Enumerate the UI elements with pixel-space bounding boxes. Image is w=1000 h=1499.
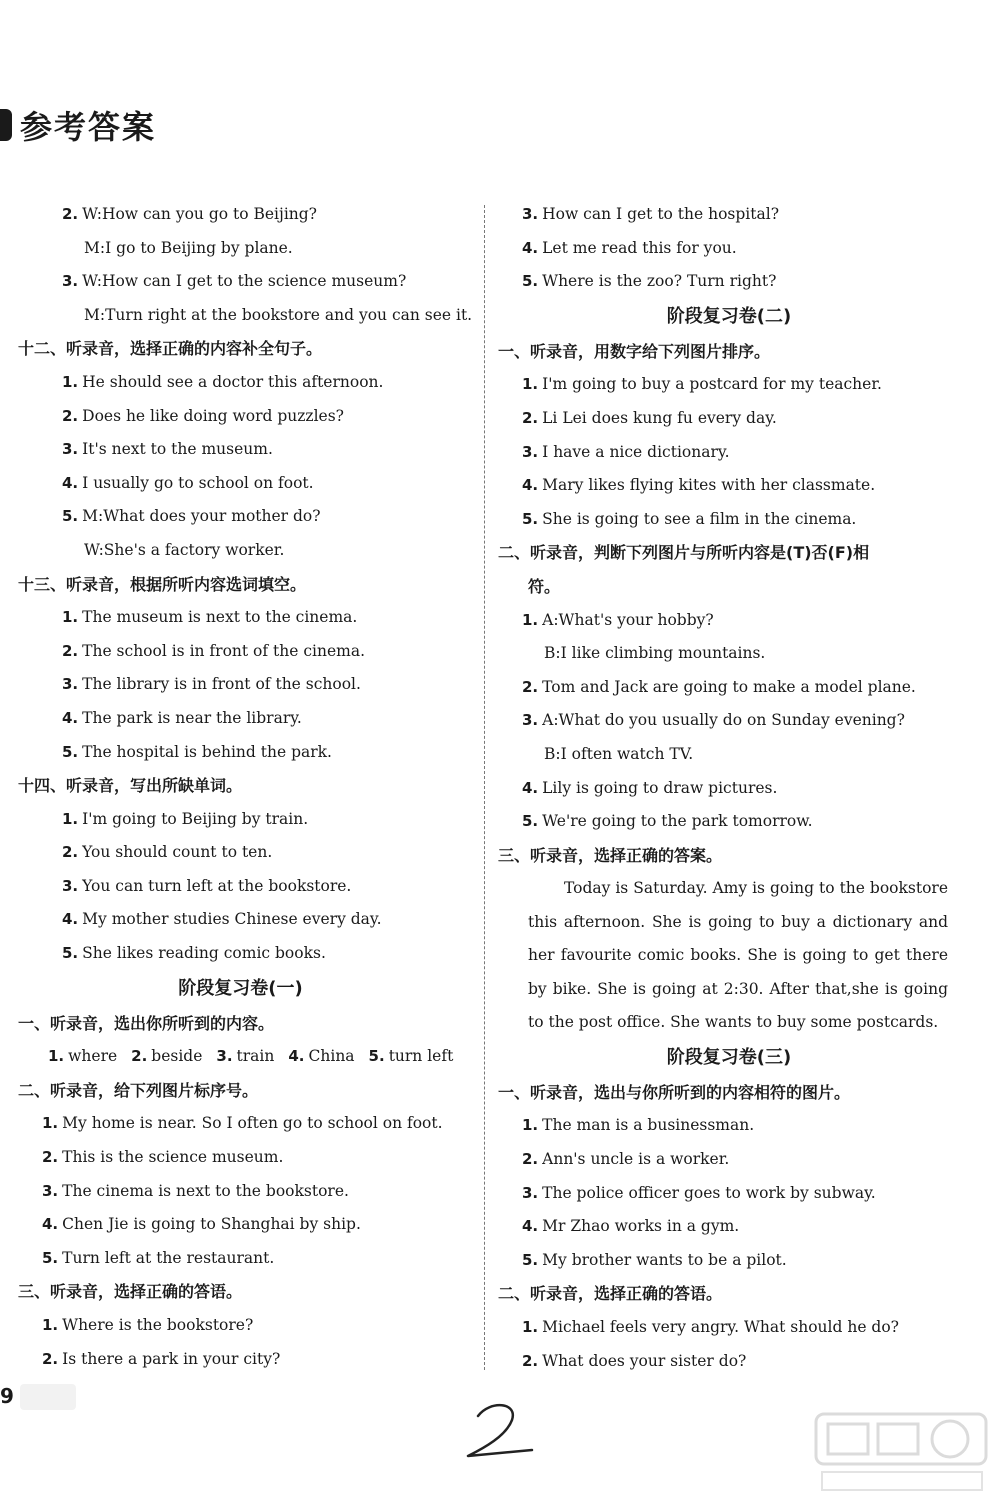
handwritten-mark [460, 1398, 536, 1462]
review-3-s1-items [498, 1109, 960, 1277]
choice-number: 1. [48, 1047, 65, 1066]
choice-text: where [68, 1047, 118, 1066]
answer-item [498, 1177, 960, 1211]
choice-item [48, 1047, 117, 1065]
choice-text: China [308, 1047, 355, 1066]
review-2-s3-title: 三、听录音，选择正确的答案。 [498, 845, 723, 865]
column-divider [484, 205, 485, 1370]
answer-item [498, 402, 960, 436]
item-text: M:What does your mother do? [82, 507, 321, 526]
item-number: 2. [42, 1148, 59, 1167]
choice-text: train [236, 1047, 275, 1066]
item-text: I usually go to school on foot. [82, 473, 314, 492]
answer-item [498, 503, 960, 537]
answer-item [18, 400, 463, 434]
item-text: Where is the zoo? Turn right? [542, 272, 777, 291]
answer-continuation: W:She's a factory worker. [84, 540, 285, 559]
item-number: 3. [522, 442, 539, 461]
item-text: A:What do you usually do on Sunday evening? [542, 711, 905, 730]
item-number: 2. [62, 406, 79, 425]
section-14-title: 十四、听录音，写出所缺单词。 [18, 776, 243, 796]
item-text: We're going to the park tomorrow. [542, 812, 813, 831]
item-text: Is there a park in your city? [62, 1349, 281, 1368]
item-number: 4. [42, 1215, 59, 1234]
review-3-s2-items [498, 1311, 960, 1378]
item-text: My home is near. So I often go to school on foot. [62, 1114, 443, 1133]
choice-text: turn left [388, 1047, 454, 1066]
item-text: He should see a doctor this afternoon. [82, 372, 384, 391]
answer-item [498, 772, 960, 806]
answer-item [18, 433, 463, 467]
item-number: 3. [62, 675, 79, 694]
item-text: My brother wants to be a pilot. [542, 1250, 787, 1269]
answer-item [498, 436, 960, 470]
item-text: I have a nice dictionary. [542, 442, 730, 461]
item-text: The cinema is next to the bookstore. [62, 1181, 349, 1200]
left-top-items [18, 198, 473, 332]
answer-item [18, 601, 463, 635]
choice-text: beside [151, 1047, 203, 1066]
answer-item [18, 1208, 463, 1242]
item-number: 4. [522, 476, 539, 495]
answer-item [498, 1311, 960, 1345]
item-text: You should count to ten. [82, 843, 273, 862]
item-number: 3. [62, 272, 79, 291]
item-number: 4. [522, 1217, 539, 1236]
item-number: 5. [42, 1248, 59, 1267]
item-number: 2. [62, 843, 79, 862]
choice-item [131, 1047, 202, 1065]
answer-item [498, 368, 960, 402]
item-text: Chen Jie is going to Shanghai by ship. [62, 1215, 361, 1234]
page-title: 参考答案 [20, 108, 157, 146]
item-text: She likes reading comic books. [82, 944, 326, 963]
item-number: 1. [522, 1116, 539, 1135]
answer-item [18, 668, 463, 702]
review-3-s2-title: 二、听录音，选择正确的答语。 [498, 1284, 723, 1304]
answer-item [498, 469, 960, 503]
choice-number: 2. [131, 1047, 148, 1066]
item-number: 2. [522, 1149, 539, 1168]
item-text: Li Lei does kung fu every day. [542, 408, 777, 427]
review-1-s2-title: 二、听录音，给下列图片标序号。 [18, 1080, 259, 1100]
item-text: I'm going to Beijing by train. [82, 809, 309, 828]
item-text: Mr Zhao works in a gym. [542, 1217, 740, 1236]
right-column [498, 198, 960, 1378]
section-12-title: 十二、听录音，选择正确的内容补全句子。 [18, 339, 323, 359]
section-13-items [18, 601, 463, 769]
choice-item [369, 1047, 454, 1065]
item-text: It's next to the museum. [82, 440, 273, 459]
review-2-s3-paragraph: Today is Saturday. Amy is going to the bookstore this afternoon. She is going to buy a dictionary and her favourite comic books. She is going to get there by bike. She is going at 2:30. After that,she is going to the post office. She wants to buy some postcards. [528, 879, 948, 1032]
section-12-items [18, 366, 463, 568]
item-number: 5. [522, 812, 539, 831]
item-number: 3. [62, 876, 79, 895]
item-number: 2. [522, 408, 539, 427]
review-1-s2-items [18, 1107, 463, 1275]
review-1-title: 阶段复习卷(一) [178, 977, 303, 999]
item-number: 3. [522, 205, 539, 223]
item-text: My mother studies Chinese every day. [82, 910, 382, 929]
item-text: Tom and Jack are going to make a model plane. [542, 677, 916, 696]
item-number: 4. [522, 778, 539, 797]
review-1-s3-items [18, 1309, 463, 1376]
choice-item [216, 1047, 274, 1065]
right-top-items [498, 198, 960, 299]
item-text: Michael feels very angry. What should he do? [542, 1317, 899, 1336]
page-number-decoration [20, 1384, 76, 1410]
answer-item [18, 500, 463, 534]
answer-item [18, 198, 463, 232]
item-number: 5. [62, 944, 79, 963]
item-number: 1. [62, 608, 79, 627]
item-text: The park is near the library. [82, 708, 302, 727]
item-text: Turn left at the restaurant. [62, 1248, 275, 1267]
answer-continuation: B:I like climbing mountains. [544, 644, 766, 663]
item-number: 2. [42, 1349, 59, 1368]
item-text: The museum is next to the cinema. [82, 608, 358, 627]
item-text: W:How can I get to the science museum? [82, 272, 407, 291]
review-2-title: 阶段复习卷(二) [666, 305, 792, 327]
answer-item [18, 1141, 463, 1175]
item-text: Ann's uncle is a worker. [542, 1149, 730, 1168]
item-text: She is going to see a film in the cinema. [542, 509, 857, 528]
answer-item [18, 736, 463, 770]
item-text: The school is in front of the cinema. [82, 641, 366, 660]
item-text: A:What's your hobby? [542, 610, 714, 629]
item-text: You can turn left at the bookstore. [82, 876, 352, 895]
answer-item [18, 1242, 463, 1276]
item-text: This is the science museum. [62, 1148, 284, 1167]
item-text: The hospital is behind the park. [82, 742, 332, 761]
item-number: 3. [62, 440, 79, 459]
item-number: 2. [62, 641, 79, 660]
item-number: 5. [522, 272, 539, 291]
item-number: 1. [522, 375, 539, 394]
choice-number: 5. [368, 1047, 385, 1066]
answer-item [18, 1343, 463, 1377]
answer-item [18, 836, 463, 870]
answer-continuation: B:I often watch TV. [544, 744, 694, 763]
answer-item [18, 1309, 463, 1343]
answer-item [18, 937, 463, 971]
review-1-s1-title: 一、听录音，选出你所听到的内容。 [18, 1013, 275, 1033]
item-number: 4. [62, 910, 79, 929]
item-number: 5. [522, 509, 539, 528]
item-text: Where is the bookstore? [62, 1316, 254, 1334]
item-text: The library is in front of the school. [82, 675, 361, 694]
choice-item [288, 1047, 354, 1065]
page-number: 9 [0, 1384, 14, 1408]
item-number: 3. [522, 711, 539, 730]
item-text: Does he like doing word puzzles? [82, 406, 344, 425]
item-text: How can I get to the hospital? [542, 205, 779, 223]
item-number: 1. [62, 809, 79, 828]
review-2-s2-items [498, 604, 960, 839]
review-2-s1-items [498, 368, 960, 536]
item-text: The man is a businessman. [542, 1116, 755, 1135]
answer-item [498, 704, 960, 738]
left-column [18, 198, 473, 1376]
review-1-s1-choices [18, 1040, 463, 1074]
answer-item [498, 805, 960, 839]
answer-item [498, 604, 960, 638]
answer-item [498, 1143, 960, 1177]
item-text: I'm going to buy a postcard for my teacher. [542, 375, 882, 394]
answer-item [18, 903, 463, 937]
answer-item [18, 702, 463, 736]
answer-item [18, 265, 463, 299]
answer-item [18, 467, 463, 501]
item-text: W:How can you go to Beijing? [82, 205, 317, 223]
item-number: 4. [62, 708, 79, 727]
item-number: 2. [62, 205, 79, 223]
section-14-items [18, 803, 463, 971]
answer-item [18, 803, 463, 837]
item-number: 5. [62, 507, 79, 526]
page-header [0, 100, 156, 150]
answer-item [18, 635, 463, 669]
choice-number: 4. [288, 1047, 305, 1066]
item-number: 3. [522, 1183, 539, 1202]
answer-item [18, 1175, 463, 1209]
review-1-s3-title: 三、听录音，选择正确的答语。 [18, 1282, 243, 1302]
answer-item [498, 1210, 960, 1244]
item-number: 5. [522, 1250, 539, 1269]
section-13-title: 十三、听录音，根据所听内容选词填空。 [18, 574, 307, 594]
answer-item [498, 232, 960, 266]
review-3-s1-title: 一、听录音，选出与你所听到的内容相符的图片。 [498, 1082, 851, 1102]
answer-item [18, 1107, 463, 1141]
item-number: 1. [522, 610, 539, 629]
answer-item [18, 870, 463, 904]
answer-item [498, 265, 960, 299]
answer-continuation: M:I go to Beijing by plane. [84, 238, 293, 257]
review-2-s2-title-a: 二、听录音，判断下列图片与所听内容是(T)否(F)相 [498, 543, 870, 563]
item-text: Lily is going to draw pictures. [542, 778, 778, 797]
header-mark [0, 109, 12, 141]
answer-continuation: M:Turn right at the bookstore and you can see it. [84, 305, 473, 324]
item-text: What does your sister do? [542, 1351, 747, 1370]
item-text: Let me read this for you. [542, 238, 737, 257]
item-number: 2. [522, 677, 539, 696]
answer-item [498, 1345, 960, 1379]
answer-item [498, 1244, 960, 1278]
item-number: 1. [42, 1316, 59, 1334]
review-2-s2-title-b: 符。 [528, 576, 561, 596]
item-number: 5. [62, 742, 79, 761]
watermark-logo [812, 1410, 992, 1495]
item-number: 1. [42, 1114, 59, 1133]
item-number: 1. [522, 1317, 539, 1336]
answer-item [18, 366, 463, 400]
item-number: 3. [42, 1181, 59, 1200]
answer-item [498, 198, 960, 232]
item-number: 4. [62, 473, 79, 492]
review-3-title: 阶段复习卷(三) [666, 1046, 792, 1068]
choice-number: 3. [216, 1047, 233, 1066]
item-text: The police officer goes to work by subway. [542, 1183, 876, 1202]
review-2-s1-title: 一、听录音，用数字给下列图片排序。 [498, 341, 771, 361]
item-number: 1. [62, 372, 79, 391]
item-number: 4. [522, 238, 539, 257]
answer-item [498, 1109, 960, 1143]
answer-item [498, 671, 960, 705]
item-number: 2. [522, 1351, 539, 1370]
item-text: Mary likes flying kites with her classmate. [542, 476, 876, 495]
